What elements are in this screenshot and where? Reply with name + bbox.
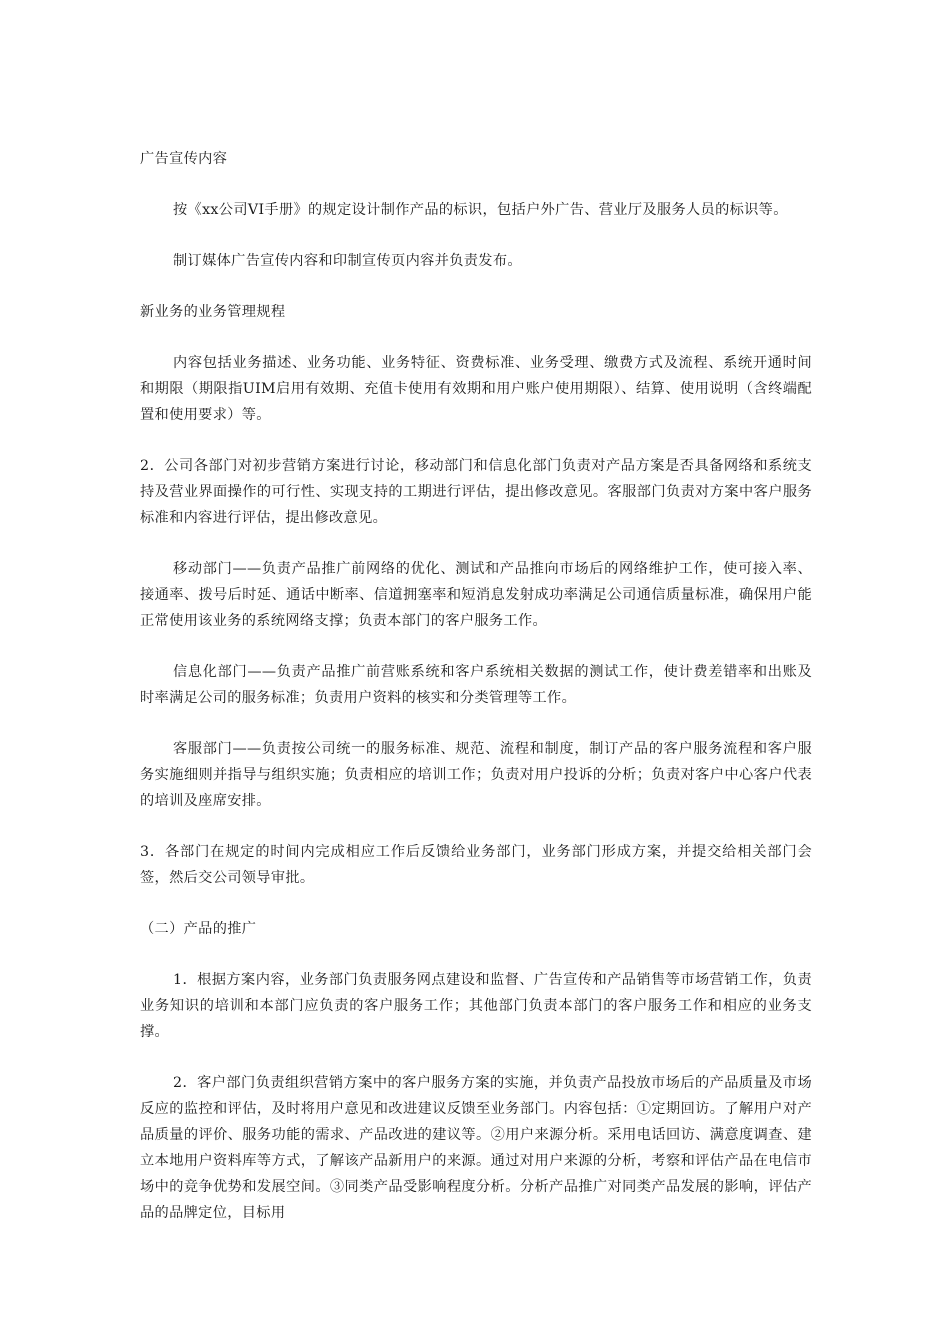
paragraph-customer-service-department: 客服部门——负责按公司统一的服务标准、规范、流程和制度，制订产品的客户服务流程和客户服务实施细则并指导与组织实施；负责相应的培训工作；负责对用户投诉的分析；负责对客户中心客户代表的培训及座席安排。 <box>140 741 812 809</box>
paragraph-promotion-item-1: 1．根据方案内容，业务部门负责服务网点建设和监督、广告宣传和产品销售等市场营销工作，负责业务知识的培训和本部门应负责的客户服务工作；其他部门负责本部门的客户服务工作和相应的业务支撑。 <box>140 972 812 1040</box>
section-heading-ad-content: 广告宣传内容 <box>140 151 228 167</box>
paragraph-vi-manual: 按《xx公司VI手册》的规定设计制作产品的标识，包括户外广告、营业厅及服务人员的标识等。 <box>173 202 788 218</box>
paragraph-promotion-item-2: 2．客户部门负责组织营销方案中的客户服务方案的实施，并负责产品投放市场后的产品质量及市场反应的监控和评估，及时将用户意见和改进建议反馈至业务部门。内容包括：①定期回访。了解用户对产品质量的评价、服务功能的需求、产品改进的建议等。②用户来源分析。采用电话回访、满意度调查、建立本地用户资料库等方式，了解该产品新用户的来源。通过对用户来源的分析，考察和评估产品在电信市场中的竞争优势和发展空间。③同类产品受影响程度分析。分析产品推广对同类产品发展的影响，评估产品的品牌定位，目标用 <box>140 1075 812 1221</box>
paragraph-mobile-department: 移动部门——负责产品推广前网络的优化、测试和产品推向市场后的网络维护工作，使可接入率、接通率、拨号后时延、通话中断率、信道拥塞率和短消息发射成功率满足公司通信质量标准，确保用户能正常使用该业务的系统网络支撑；负责本部门的客户服务工作。 <box>140 561 812 629</box>
document-page <box>140 146 812 1251</box>
paragraph-item-2-discussion: 2．公司各部门对初步营销方案进行讨论，移动部门和信息化部门负责对产品方案是否具备网络和系统支持及营业界面操作的可行性、实现支持的工期进行评估，提出修改意见。客服部门负责对方案中客户服务标准和内容进行评估，提出修改意见。 <box>140 458 812 526</box>
section-heading-product-promotion: （二）产品的推广 <box>140 921 257 937</box>
section-heading-new-business-rules: 新业务的业务管理规程 <box>140 304 286 320</box>
paragraph-item-3-feedback: 3．各部门在规定的时间内完成相应工作后反馈给业务部门，业务部门形成方案，并提交给相关部门会签，然后交公司领导审批。 <box>140 844 812 886</box>
paragraph-business-content: 内容包括业务描述、业务功能、业务特征、资费标准、业务受理、缴费方式及流程、系统开通时间和期限（期限指UIM启用有效期、充值卡使用有效期和用户账户使用期限）、结算、使用说明（含终端配置和使用要求）等。 <box>140 355 812 423</box>
paragraph-it-department: 信息化部门——负责产品推广前营账系统和客户系统相关数据的测试工作，使计费差错率和出账及时率满足公司的服务标准；负责用户资料的核实和分类管理等工作。 <box>140 664 812 706</box>
paragraph-media-ads: 制订媒体广告宣传内容和印制宣传页内容并负责发布。 <box>173 253 522 269</box>
